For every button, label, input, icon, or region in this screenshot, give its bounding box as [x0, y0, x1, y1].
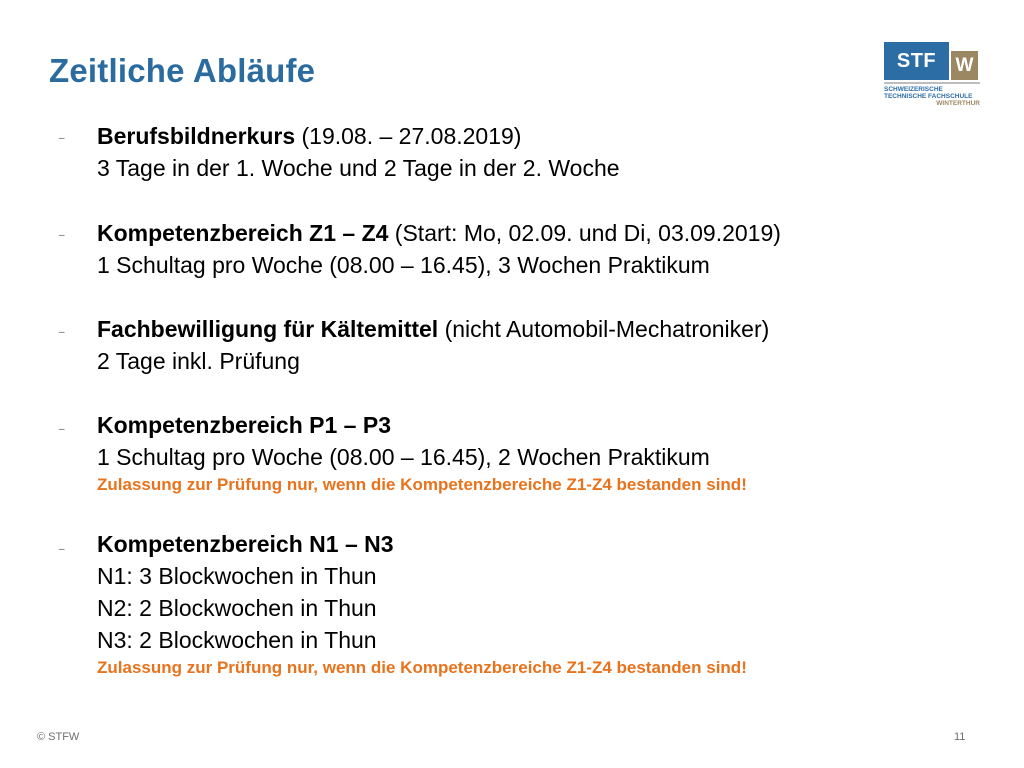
bullet-heading-bold: Berufsbildnerkurs	[97, 123, 296, 149]
bullet-heading-bold: Kompetenzbereich Z1 – Z4	[97, 220, 389, 246]
bullet-item	[97, 409, 747, 497]
bullet-line: N1: 3 Blockwochen in Thun	[97, 563, 377, 589]
bullet-line: 1 Schultag pro Woche (08.00 – 16.45), 2 Wochen Praktikum	[97, 444, 710, 470]
footer-copyright: © STFW	[37, 731, 80, 743]
bullet-item	[97, 120, 620, 184]
bullet-line: 1 Schultag pro Woche (08.00 – 16.45), 3 Wochen Praktikum	[97, 252, 710, 278]
bullet-dash: –	[59, 327, 65, 338]
bullet-line: N2: 2 Blockwochen in Thun	[97, 595, 377, 621]
logo-line-3: WINTERTHUR	[936, 100, 980, 107]
bullet-heading	[97, 313, 769, 345]
bullet-dash: –	[59, 424, 65, 435]
logo-badge: W	[951, 51, 978, 80]
bullet-heading-rest: (Start: Mo, 02.09. und Di, 03.09.2019)	[388, 220, 781, 246]
page-number: 11	[954, 731, 966, 743]
slide-title: Zeitliche Abläufe	[49, 52, 316, 89]
bullet-dash: –	[59, 230, 65, 241]
bullet-heading-bold: Kompetenzbereich N1 – N3	[97, 531, 394, 557]
logo-divider	[884, 82, 980, 84]
bullet-dash: –	[59, 133, 65, 144]
bullet-heading-rest: (19.08. – 27.08.2019)	[295, 123, 522, 149]
logo-line-1: SCHWEIZERISCHE	[884, 86, 943, 93]
bullet-heading	[97, 409, 747, 441]
bullet-heading-bold: Fachbewilligung für Kältemittel	[97, 316, 439, 342]
bullet-line: N3: 2 Blockwochen in Thun	[97, 627, 377, 653]
bullet-dash: –	[59, 544, 65, 555]
bullet-heading	[97, 120, 620, 152]
bullet-heading	[97, 217, 781, 249]
logo-mark: STF	[884, 42, 949, 80]
stfw-logo	[884, 42, 980, 108]
admission-note: Zulassung zur Prüfung nur, wenn die Kompetenzbereiche Z1-Z4 bestanden sind!	[97, 658, 747, 677]
admission-note: Zulassung zur Prüfung nur, wenn die Kompetenzbereiche Z1-Z4 bestanden sind!	[97, 475, 747, 494]
bullet-heading-rest: (nicht Automobil-Mechatroniker)	[438, 316, 770, 342]
bullet-heading-bold: Kompetenzbereich P1 – P3	[97, 412, 391, 438]
bullet-line: 2 Tage inkl. Prüfung	[97, 348, 300, 374]
bullet-heading	[97, 528, 747, 560]
bullet-line: 3 Tage in der 1. Woche und 2 Tage in der 2. Woche	[97, 155, 620, 181]
bullet-item	[97, 217, 781, 281]
bullet-item	[97, 313, 769, 377]
bullet-item	[97, 528, 747, 680]
logo-line-2: TECHNISCHE FACHSCHULE	[884, 93, 973, 100]
